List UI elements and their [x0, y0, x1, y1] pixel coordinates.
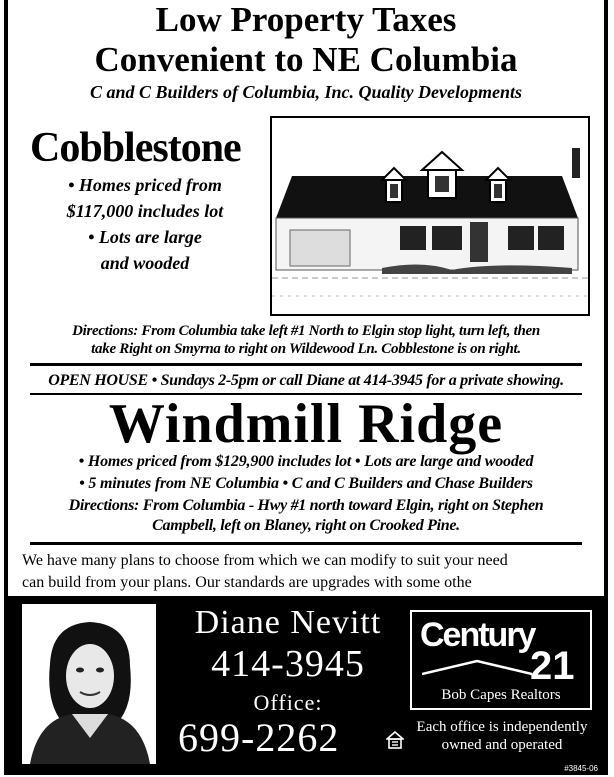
cobblestone-bullet: $117,000 includes lot — [66, 201, 224, 221]
windmill-bullets-line1: • Homes priced from $129,900 includes lot • Lots are large and wooded — [78, 453, 534, 470]
windmill-directions — [8, 496, 604, 536]
builder-tagline: C and C Builders of Columbia, Inc. Quality Developments — [89, 82, 523, 102]
open-house-notice: OPEN HOUSE • Sundays 2-5pm or call Diane at 414-3945 for a private showing. — [48, 372, 564, 389]
windmill-bullets-line2: • 5 minutes from NE Columbia • C and C Builders and Chase Builders — [79, 475, 533, 492]
office-phone: 699-2262 — [178, 715, 340, 760]
century21-logo — [410, 610, 592, 710]
cobblestone-directions — [8, 322, 604, 358]
logo-number: 21 — [530, 644, 575, 688]
divider-rule — [30, 363, 582, 366]
divider-rule — [30, 542, 582, 545]
windmill-directions-line: Directions: From Columbia - Hwy #1 north toward Elgin, right on Stephen — [68, 497, 544, 514]
office-disclaimer: Each office is independently owned and operated — [416, 719, 588, 753]
cobblestone-bullet: and wooded — [100, 253, 190, 273]
cobblestone-title: Cobblestone — [30, 125, 241, 171]
real-estate-ad — [4, 0, 608, 775]
cobblestone-directions-line: take Right on Smyrna to right on Wildewood Ln. Cobblestone is on right. — [91, 341, 521, 357]
headline-location: Convenient to NE Columbia — [94, 40, 518, 79]
headline-taxes: Low Property Taxes — [155, 0, 457, 39]
agent-phone: 414-3945 — [211, 643, 365, 685]
house-photo — [270, 116, 590, 316]
ad-code: #3845-06 — [564, 764, 598, 773]
realty-name: Bob Capes Realtors — [441, 687, 561, 703]
cobblestone-directions-line: Directions: From Columbia take left #1 North to Elgin stop light, turn left, then — [72, 323, 540, 339]
windmill-directions-line: Campbell, left on Blaney, right on Crooked Pine. — [152, 517, 460, 534]
cobblestone-bullets — [30, 172, 260, 276]
cobblestone-bullet: • Homes priced from — [68, 175, 222, 195]
logo-roofline — [422, 658, 532, 678]
cobblestone-bullet: • Lots are large — [88, 227, 202, 247]
agent-footer — [8, 596, 604, 775]
equal-housing-icon — [386, 731, 404, 749]
agent-name: Diane Nevitt — [194, 604, 382, 641]
logo-word: Century — [420, 616, 535, 654]
plans-paragraph — [22, 550, 508, 594]
office-label: Office: — [253, 690, 323, 715]
plans-line: We have many plans to choose from which we can modify to suit your need — [22, 552, 508, 569]
windmill-title: Windmill Ridge — [108, 393, 504, 455]
agent-portrait — [22, 604, 156, 764]
plans-line: can build from your plans. Our standards are upgrades with some othe — [22, 574, 472, 591]
